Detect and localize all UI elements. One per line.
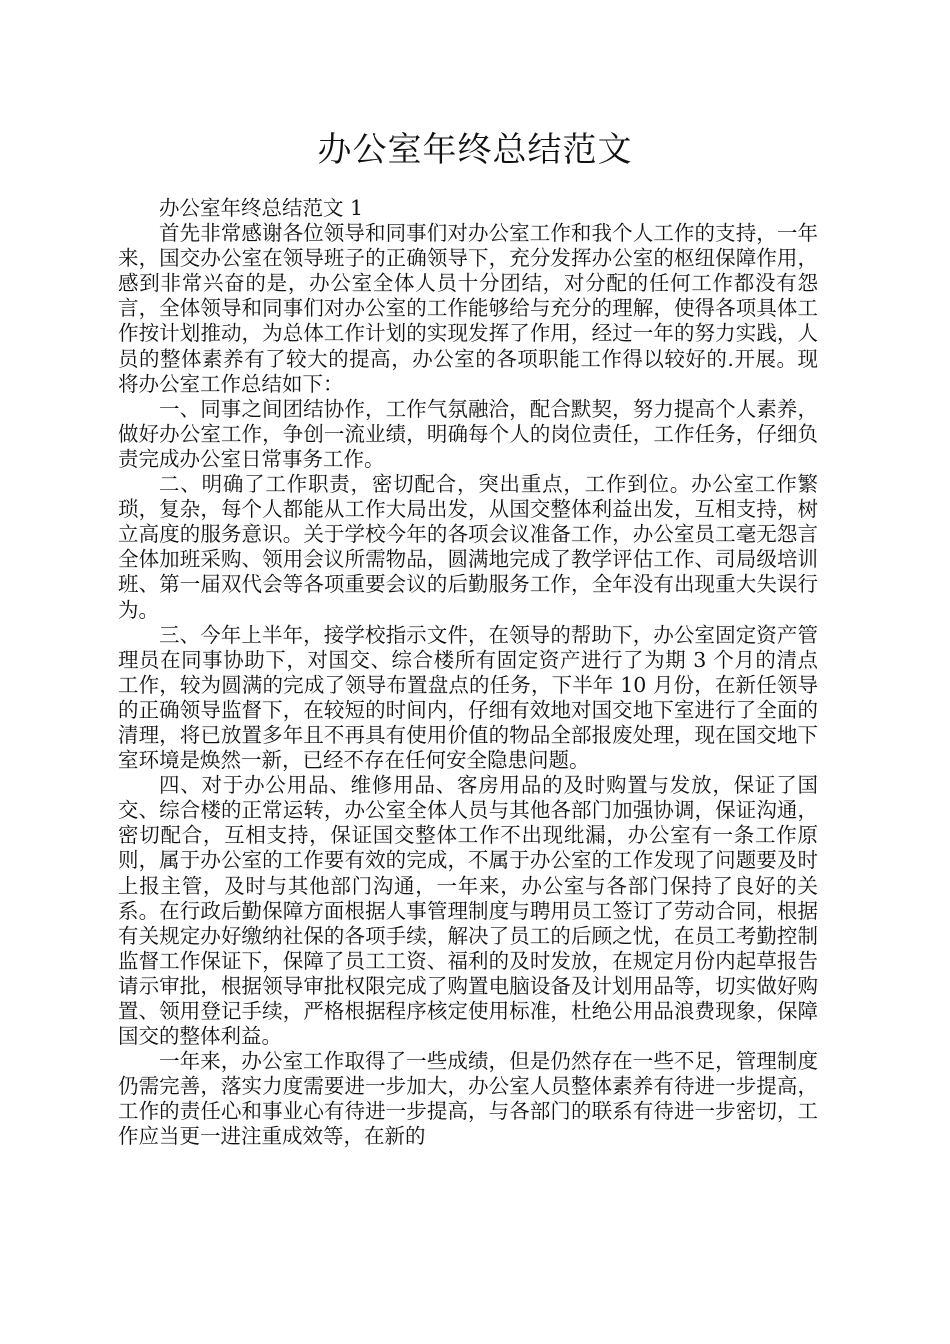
paragraph-2: 二、明确了工作职责，密切配合，突出重点，工作到位。办公室工作繁琐，复杂，每个人都能从工作大局出发，从国交整体利益出发，互相支持，树立高度的服务意识。关于学校今年的各项会议准备工作，办公室员工毫无怨言全体加班采购、领用会议所需物品，圆满地完成了教学评估工作、司局级培训班、第一届双代会等各项重要会议的后勤服务工作，全年没有出现重大失误行为。 [118,472,818,622]
document-title: 办公室年终总结范文 [317,130,633,170]
paragraph-4: 四、对于办公用品、维修用品、客房用品的及时购置与发放，保证了国交、综合楼的正常运转，办公室全体人员与其他各部门加强协调，保证沟通，密切配合，互相支持，保证国交整体工作不出现纰漏，办公室有一条工作原则，属于办公室的工作要有效的完成，不属于办公室的工作发现了问题要及时上报主管，及时与其他部门沟通，一年来，办公室与各部门保持了良好的关系。在行政后勤保障方面根据人事管理制度与聘用员工签订了劳动合同，根据有关规定办好缴纳社保的各项手续，解决了员工的后顾之忧，在员工考勤控制监督工作保证下，保障了员工工资、福利的及时发放，在规定月份内起草报告请示审批，根据领导审批权限完成了购置电脑设备及计划用品等，切实做好购置、领用登记手续，严格根据程序核定使用标准，杜绝公用品浪费现象，保障国交的整体利益。 [118,773,818,1049]
paragraph-conclusion: 一年来，办公室工作取得了一些成绩，但是仍然存在一些不足，管理制度仍需完善，落实力度需要进一步加大，办公室人员整体素养有待进一步提高，工作的责任心和事业心有待进一步提高，与各部门的联系有待进一步密切，工作应当更一进注重成效等，在新的 [118,1049,818,1149]
paragraph-intro: 首先非常感谢各位领导和同事们对办公室工作和我个人工作的支持，一年来，国交办公室在领导班子的正确领导下，充分发挥办公室的枢纽保障作用，感到非常兴奋的是，办公室全体人员十分团结，对分配的任何工作都没有怨言，全体领导和同事们对办公室的工作能够给与充分的理解，使得各项具体工作按计划推动，为总体工作计划的实现发挥了作用，经过一年的努力实践，人员的整体素养有了较大的提高，办公室的各项职能工作得以较好的.开展。现将办公室工作总结如下： [118,221,818,396]
paragraph-3: 三、今年上半年，接学校指示文件，在领导的帮助下，办公室固定资产管理员在同事协助下，对国交、综合楼所有固定资产进行了为期 3 个月的清点工作，较为圆满的完成了领导布置盘点的任务，下半年 10 月份，在新任领导的正确领导监督下，在较短的时间内，仔细有效地对国交地下室进行了全面的清理，将已放置多年且不再具有使用价值的物品全部报废处理，现在国交地下室环境是焕然一新，已经不存在任何安全隐患问题。 [118,622,818,773]
paragraph-1: 一、同事之间团结协作，工作气氛融洽，配合默契，努力提高个人素养，做好办公室工作，争创一流业绩，明确每个人的岗位责任，工作任务，仔细负责完成办公室日常事务工作。 [118,396,818,471]
section-heading: 办公室年终总结范文 1 [159,196,364,220]
document-body [118,196,818,1150]
